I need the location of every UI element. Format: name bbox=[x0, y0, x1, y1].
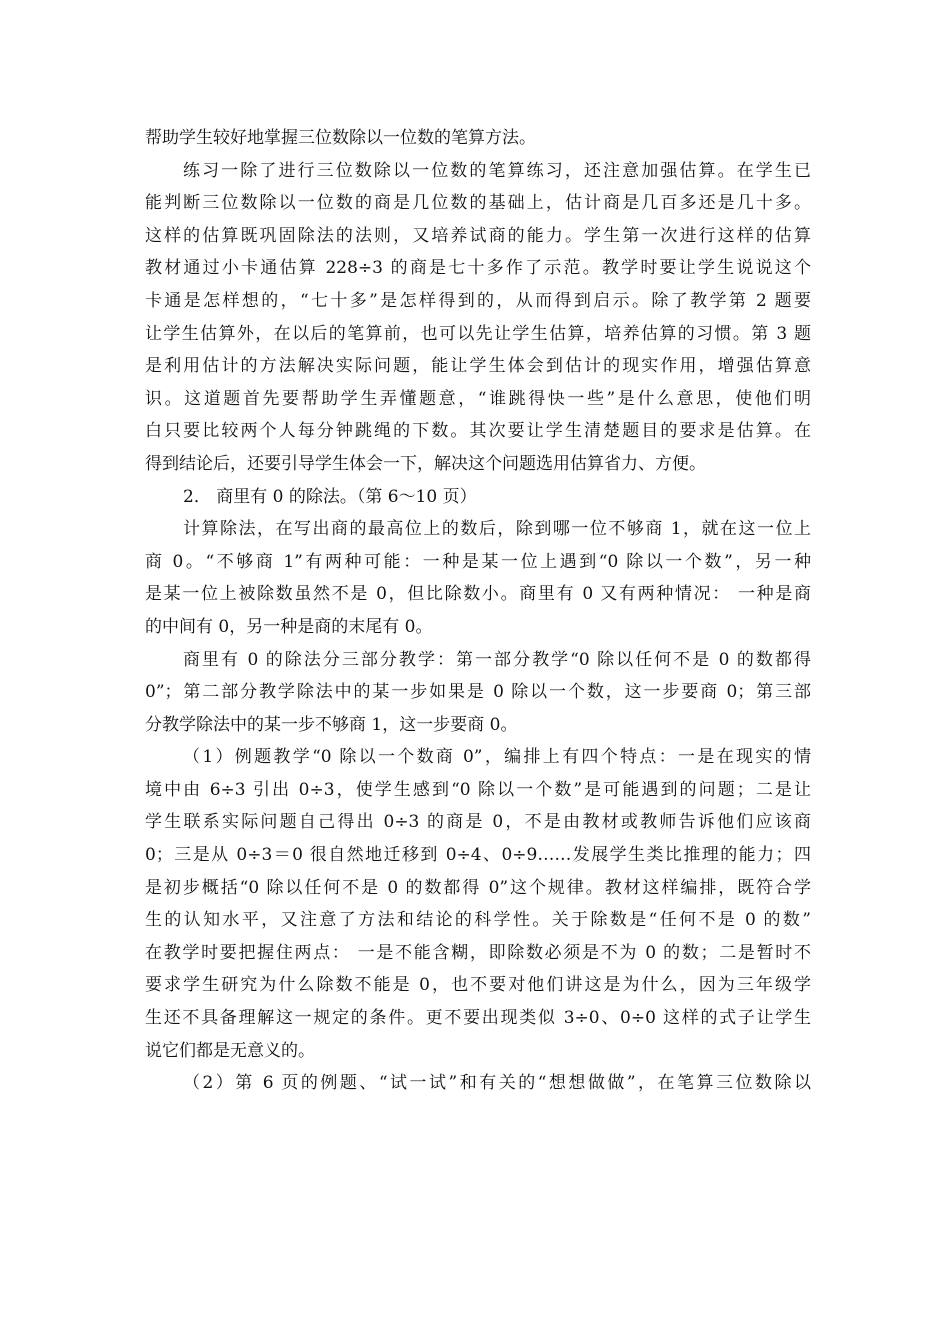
text-line: 学生联系实际问题自己得出 0÷3 的商是 0，不是由教材或教师告诉他们应该商 bbox=[145, 812, 811, 833]
text-line: 是初步概括“0 除以任何不是 0 的数都得 0”这个规律。教材这样编排，既符合学 bbox=[145, 877, 811, 898]
text-line: 0；三是从 0÷3＝0 很自然地迁移到 0÷4、0÷9……发展学生类比推理的能力；四 bbox=[145, 845, 811, 866]
text-line: 这样的估算既巩固除法的法则，又培养试商的能力。学生第一次进行这样的估算 bbox=[145, 225, 811, 246]
text-line: 生的认知水平，又注意了方法和结论的科学性。关于除数是“任何不是 0 的数” bbox=[145, 910, 811, 931]
text-line: 说它们都是无意义的。 bbox=[145, 1040, 315, 1061]
text-line: 识。这道题首先要帮助学生弄懂题意，“谁跳得快一些”是什么意思，使他们明 bbox=[145, 388, 811, 409]
text-line: 让学生估算外，在以后的笔算前，也可以先让学生估算，培养估算的习惯。第 3 题 bbox=[145, 323, 811, 344]
text-line: 在教学时要把握住两点： 一是不能含糊，即除数必须是不为 0 的数；二是暂时不 bbox=[145, 942, 811, 963]
text-line: 是利用估计的方法解决实际问题，能让学生体会到估计的现实作用，增强估算意 bbox=[145, 356, 811, 377]
text-line: 分教学除法中的某一步不够商 1，这一步要商 0。 bbox=[145, 714, 518, 735]
text-line: 卡通是怎样想的，“七十多”是怎样得到的，从而得到启示。除了教学第 2 题要 bbox=[145, 290, 811, 311]
text-line: （2）第 6 页的例题、“试一试”和有关的“想想做做”，在笔算三位数除以 bbox=[183, 1073, 811, 1094]
text-line: 2． 商里有 0 的除法。（第 6～10 页） bbox=[183, 486, 477, 507]
text-line: 生还不具备理解这一规定的条件。更不要出现类似 3÷0、0÷0 这样的式子让学生 bbox=[145, 1008, 811, 1029]
text-line: 帮助学生较好地掌握三位数除以一位数的笔算方法。 bbox=[145, 128, 536, 148]
text-line: 能判断三位数除以一位数的商是几位数的基础上，估计商是几百多还是几十多。 bbox=[145, 193, 811, 214]
text-line: 的中间有 0，另一种是商的末尾有 0。 bbox=[145, 616, 433, 637]
document-body bbox=[145, 122, 811, 1100]
text-line: 商里有 0 的除法分三部分教学：第一部分教学“0 除以任何不是 0 的数都得 bbox=[183, 649, 811, 670]
text-line: 是某一位上被除数虽然不是 0，但比除数小。商里有 0 又有两种情况： 一种是商 bbox=[145, 584, 811, 605]
text-line: 白只要比较两个人每分钟跳绳的下数。其次要让学生清楚题目的要求是估算。在 bbox=[145, 421, 811, 442]
text-line: 商 0。“不够商 1”有两种可能：一种是某一位上遇到“0 除以一个数”，另一种 bbox=[145, 551, 811, 572]
text-line: 境中由 6÷3 引出 0÷3，使学生感到“0 除以一个数”是可能遇到的问题；二是让 bbox=[145, 779, 811, 800]
text-line: （1）例题教学“0 除以一个数商 0”，编排上有四个特点：一是在现实的情 bbox=[183, 747, 811, 768]
text-line: 练习一除了进行三位数除以一位数的笔算练习，还注意加强估算。在学生已 bbox=[183, 160, 811, 181]
text-line: 得到结论后，还要引导学生体会一下，解决这个问题选用估算省力、方便。 bbox=[145, 453, 706, 474]
text-line: 计算除法，在写出商的最高位上的数后，除到哪一位不够商 1，就在这一位上 bbox=[183, 519, 811, 540]
text-line: 教材通过小卡通估算 228÷3 的商是七十多作了示范。教学时要让学生说说这个 bbox=[145, 258, 811, 279]
text-line: 0”；第二部分教学除法中的某一步如果是 0 除以一个数，这一步要商 0；第三部 bbox=[145, 682, 811, 703]
text-line: 要求学生研究为什么除数不能是 0，也不要对他们讲这是为什么，因为三年级学 bbox=[145, 975, 811, 996]
